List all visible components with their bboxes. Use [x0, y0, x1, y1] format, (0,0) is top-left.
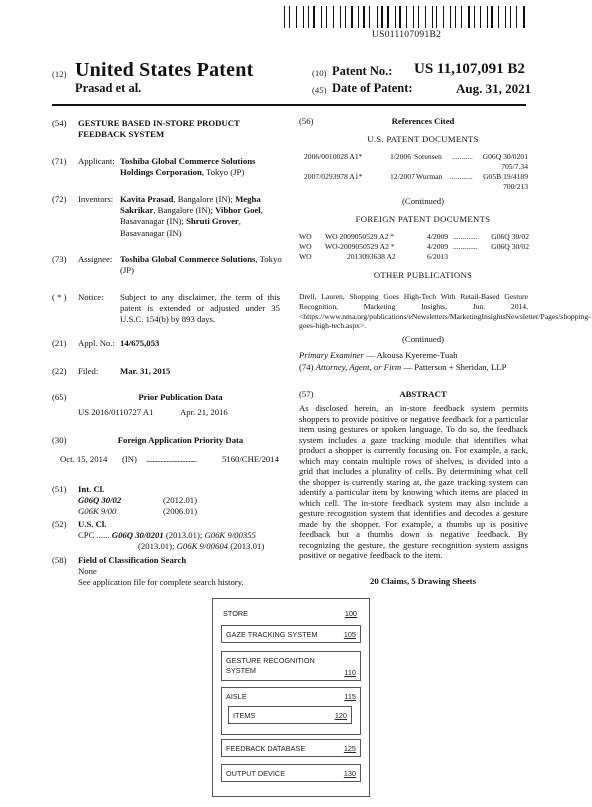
barcode-stripe [487, 6, 488, 28]
store-diagram [212, 598, 370, 797]
barcode-stripe [379, 6, 380, 28]
appl-label: Appl. No.: [78, 338, 115, 348]
foreign-doc-cc: WO [299, 232, 312, 241]
barcode-stripe [397, 6, 398, 28]
code-45: (45) [312, 85, 327, 95]
gaze-tracking-label: GAZE TRACKING SYSTEM [226, 630, 318, 639]
examiner-name: — Akousa Kyereme-Tuah [363, 350, 458, 360]
barcode-stripe [415, 6, 416, 28]
foreign-doc-cc: WO [299, 242, 312, 251]
barcode-stripe [452, 6, 453, 28]
inventor-4-name: Shruti Grover [186, 216, 239, 227]
store-ref: 100 [344, 609, 357, 618]
aisle-ref: 115 [344, 692, 356, 701]
header-rule [52, 104, 526, 106]
barcode-stripe [340, 6, 341, 28]
barcode-stripe [372, 6, 374, 28]
barcode-stripe [321, 6, 322, 28]
barcode-stripe [355, 6, 356, 28]
assignee-code: (73) [52, 254, 67, 264]
field-none: None [78, 566, 97, 576]
applicant-location: , Tokyo (JP) [201, 167, 245, 178]
field-see: See application file for complete search history. [78, 577, 244, 587]
applicant [120, 156, 285, 178]
assignee-location: , Tokyo (JP) [120, 254, 282, 276]
feedback-database-label: FEEDBACK DATABASE [226, 744, 306, 753]
barcode-stripe [387, 6, 388, 28]
barcode-stripe [409, 6, 410, 28]
barcode-stripe [317, 6, 318, 28]
foreign-doc-pub: WO 2009050529 A2 * [325, 232, 394, 241]
intcl-code: (51) [52, 484, 67, 494]
foreign-date: Oct. 15, 2014 [60, 454, 108, 464]
intcl-2: G06K 9/00 [78, 506, 117, 516]
inventor-1-location: , Bangalore (IN); [173, 194, 236, 204]
output-device-label: OUTPUT DEVICE [226, 769, 286, 778]
foreign-doc-row [299, 242, 529, 252]
patent-date: Aug. 31, 2021 [456, 81, 532, 96]
us-doc-class: G06Q 30/0201 [482, 152, 528, 161]
intcl-1: G06Q 30/02 [78, 495, 122, 505]
examiner [299, 350, 528, 361]
foreign-doc-class: G06Q 30/02 [491, 232, 529, 241]
barcode-stripe [351, 6, 353, 28]
barcode-stripe [305, 6, 306, 28]
barcode-stripe [395, 6, 396, 28]
cpc-2: G06K 9/00355 [204, 530, 256, 540]
continued-1: (Continued) [402, 196, 444, 206]
assignee-name: Toshiba Global Commerce Solutions [120, 254, 256, 264]
barcode-stripe [432, 6, 433, 28]
barcode-stripe [519, 6, 520, 28]
us-doc-name: Sorensen [414, 152, 442, 161]
barcode-stripe [286, 6, 287, 28]
intcl-1-date: (2012.01) [163, 495, 198, 505]
abstract-code: (57) [299, 389, 314, 399]
foreign-number: 5160/CHE/2014 [222, 454, 279, 464]
barcode-stripe [501, 6, 502, 28]
gesture-recognition-box [221, 651, 361, 681]
barcode-stripe [496, 6, 497, 28]
inventors-label: Inventors: [78, 194, 114, 204]
us-docs-list [304, 152, 528, 192]
patent-no-label: Patent No.: [332, 64, 393, 78]
refs-heading: References Cited [391, 116, 455, 126]
foreign-dots: ................................ [146, 454, 197, 464]
attorney [299, 362, 528, 373]
title-code: (54) [52, 118, 67, 128]
items-ref: 120 [334, 711, 347, 720]
barcode-stripe [516, 6, 517, 28]
prior-date: Apr. 21, 2016 [180, 407, 228, 417]
barcode [284, 6, 528, 28]
barcode-stripe [399, 6, 401, 28]
code-12: (12) [52, 69, 67, 79]
barcode-stripe [368, 6, 369, 28]
attorney-name: — Patterson + Sheridan, LLP [401, 362, 507, 372]
barcode-stripe [293, 6, 295, 28]
barcode-number: US011107091B2 [372, 30, 442, 40]
foreign-doc-date: 4/2009 [427, 232, 449, 241]
field-label: Field of Classification Search [78, 555, 187, 565]
gaze-tracking-ref: 105 [343, 630, 356, 639]
barcode-stripe [523, 6, 524, 28]
foreign-country: (IN) [122, 454, 137, 464]
output-device-box [221, 764, 361, 782]
barcode-stripe [436, 6, 437, 28]
uscl-code: (52) [52, 519, 67, 529]
foreign-doc-dots: ............. [453, 232, 478, 241]
inventor-4-location: , Basavanagar (IN) [120, 216, 241, 238]
gaze-tracking-box [221, 625, 361, 643]
barcode-stripe [303, 6, 304, 28]
filed-code: (22) [52, 366, 67, 376]
prior-code: (65) [52, 392, 67, 402]
cpc-label: CPC ...... [78, 530, 110, 540]
barcode-stripe [455, 6, 456, 28]
barcode-stripe [471, 6, 472, 28]
us-doc-date: 12/2007 [390, 172, 415, 181]
barcode-stripe [418, 6, 419, 28]
barcode-stripe [406, 6, 407, 28]
us-doc-dots: ........... [452, 152, 473, 161]
date-label: Date of Patent: [332, 81, 413, 95]
store-label: STORE [223, 609, 249, 618]
feedback-database-box [221, 739, 361, 757]
aisle-label: AISLE [226, 692, 247, 701]
us-docs-heading: U.S. PATENT DOCUMENTS [367, 134, 479, 144]
barcode-stripe [461, 6, 462, 28]
patent-title: GESTURE BASED IN-STORE PRODUCT FEEDBACK SYSTEM [78, 118, 240, 140]
cpc-2-date: (2013.01); [138, 541, 177, 551]
barcode-stripe [404, 6, 405, 28]
continued-2: (Continued) [402, 334, 444, 344]
document-type: United States Patent [75, 59, 254, 81]
barcode-stripe [433, 6, 434, 28]
prior-heading: Prior Publication Data [138, 392, 223, 402]
barcode-stripe [345, 6, 346, 28]
barcode-stripe [284, 6, 285, 28]
barcode-stripe [450, 6, 451, 28]
claims-summary: 20 Claims, 5 Drawing Sheets [370, 576, 476, 586]
applicant-code: (71) [52, 156, 67, 166]
us-doc-class-2: 700/213 [503, 182, 528, 191]
barcode-stripe [498, 6, 499, 28]
foreign-doc-row [299, 252, 529, 262]
feedback-database-ref: 125 [343, 744, 356, 753]
filed-label: Filed: [78, 366, 99, 376]
barcode-stripe [507, 6, 508, 28]
code-10: (10) [312, 68, 327, 78]
applicant-name: Toshiba Global Commerce Solutions Holdings Corporation [120, 156, 256, 178]
other-pubs-heading: OTHER PUBLICATIONS [373, 270, 473, 280]
foreign-doc-cc: WO [299, 252, 312, 261]
field-code: (58) [52, 555, 67, 565]
barcode-stripe [369, 6, 370, 28]
barcode-stripe [296, 6, 297, 28]
us-doc-class: G05B 19/4189 [483, 172, 528, 181]
appl-code: (21) [52, 338, 67, 348]
cpc-3-date: (2013.01) [228, 541, 265, 551]
barcode-stripe [425, 6, 426, 28]
cpc-1: G06Q 30/0201 [111, 530, 164, 540]
items-box [228, 706, 352, 724]
inventors-code: (72) [52, 194, 67, 204]
barcode-stripe [377, 6, 378, 28]
inventor-3-name: Vibhor Goel [215, 205, 261, 216]
barcode-stripe [422, 6, 424, 28]
us-doc-date: 1/2006 [390, 152, 412, 161]
gesture-recognition-label-2: SYSTEM [226, 666, 257, 675]
notice-label: Notice: [78, 292, 104, 302]
barcode-stripe [480, 6, 481, 28]
barcode-stripe [336, 6, 337, 28]
assignee-label: Assignee: [78, 254, 113, 264]
barcode-stripe [313, 6, 315, 28]
aisle-box [221, 687, 361, 735]
gesture-recognition-ref: 110 [344, 668, 356, 677]
barcode-stripe [298, 6, 299, 28]
prior-pub: US 2016/0110727 A1 [78, 407, 154, 417]
barcode-stripe [491, 6, 493, 28]
notice-text: Subject to any disclaimer, the term of this patent is extended or adjusted under 35 U.S.C. 154(b) by 893 days. [120, 292, 280, 325]
inventor-2-name: Megha Sakrikar [120, 194, 261, 216]
foreign-heading: Foreign Application Priority Data [117, 435, 244, 445]
assignee [120, 254, 285, 276]
foreign-doc-class: G06Q 30/02 [491, 242, 529, 251]
barcode-stripe [330, 6, 332, 28]
items-label: ITEMS [233, 711, 256, 720]
barcode-stripe [445, 6, 447, 28]
appl-number: 14/675,053 [120, 338, 160, 348]
foreign-docs-list [299, 232, 529, 262]
examiner-label: Primary Examiner [299, 350, 364, 360]
other-pub-text: Drell, Lauren, Shopping Goes High-Tech With Retail-Based Gesture Recognition, Marketing Insights, Jun. 2014, <https://www.nma.org/publications/eNewsletters/MarketingInsightsNewsletter/Pages/shopping-goes-high-tech.aspx>. [299, 292, 591, 331]
foreign-doc-dots: ............. [453, 242, 478, 251]
intcl-2-date: (2006.01) [163, 506, 198, 516]
barcode-stripe [308, 6, 309, 28]
gesture-recognition-label-1: GESTURE RECOGNITION [226, 656, 315, 665]
barcode-stripe [468, 6, 470, 28]
barcode-stripe [440, 6, 441, 28]
cpc-1-date: (2013.01); [163, 530, 205, 540]
barcode-stripe [513, 6, 515, 28]
barcode-stripe [463, 6, 464, 28]
barcode-stripe [381, 6, 382, 28]
inventor-short: Prasad et al. [75, 81, 142, 95]
us-doc-dots: ............ [450, 172, 473, 181]
barcode-stripe [326, 6, 327, 28]
uscl-label: U.S. Cl. [78, 519, 107, 529]
applicant-label: Applicant: [78, 156, 115, 166]
barcode-stripe [474, 6, 475, 28]
foreign-doc-date: 4/2009 [427, 242, 449, 251]
barcode-stripe [349, 6, 350, 28]
barcode-stripe [443, 6, 444, 28]
foreign-doc-pub: 2013093638 A2 [347, 252, 396, 261]
barcode-stripe [391, 6, 392, 28]
foreign-doc-pub: WO-2009050529 A2 * [325, 242, 395, 251]
barcode-stripe [477, 6, 478, 28]
refs-code: (56) [299, 116, 314, 126]
abstract-heading: ABSTRACT [399, 389, 447, 399]
us-doc-pub: 2007/0293978 A1* [304, 172, 363, 181]
abstract-text: As disclosed herein, an in-store feedback system permits shoppers to provide positive or negative feedback for a particular item using gestures or spoken language. To do so, the feedback system includes a gaze tracking module that identifies what product a shopper is currently focusing on. For example, a rack, which may contain multiple rows of shelves, is divided into a grid that includes a plurality of cells. By determining what cell the shopper is currently staring at, the gaze tracking system can identify a particular item by knowing which items are placed in which cell. The in-store feedback system may also include a gesture recognition system that identifies and decodes a gesture made by the shopper. For example, a thumbs up is positive feedback but a thumbs down is negative feedback. By recognizing the gesture, the gesture recognition system assigns positive or negative feedback to the item. [299, 403, 528, 560]
cpc-classes-line2 [138, 541, 264, 552]
barcode-stripe [488, 6, 489, 28]
barcode-stripe [323, 6, 324, 28]
us-doc-pub: 2006/0010028 A1* [304, 152, 363, 161]
barcode-stripe [526, 6, 527, 28]
us-doc-class-2: 705/7.34 [501, 162, 528, 171]
barcode-stripe [289, 6, 290, 28]
barcode-stripe [342, 6, 343, 28]
attorney-code: (74) [299, 362, 314, 372]
inventor-2-location: , Bangalore (IN); [153, 205, 216, 216]
foreign-doc-row [299, 232, 529, 242]
inventors [120, 194, 285, 239]
intcl-label: Int. Cl. [78, 484, 105, 494]
barcode-stripe [333, 6, 334, 28]
output-device-ref: 130 [343, 769, 356, 778]
us-doc-row [304, 172, 528, 192]
filed-date: Mar. 31, 2015 [120, 366, 171, 376]
barcode-stripe [386, 6, 387, 28]
barcode-stripe [482, 6, 483, 28]
barcode-stripe [363, 6, 364, 28]
barcode-stripe [413, 6, 414, 28]
foreign-doc-date: 6/2013 [427, 252, 449, 261]
barcode-stripe [510, 6, 511, 28]
inventor-3-location: , Basavanagar (IN); [120, 205, 263, 227]
barcode-stripe [311, 6, 312, 28]
us-doc-row [304, 152, 528, 172]
foreign-code: (30) [52, 435, 67, 445]
barcode-stripe [360, 6, 361, 28]
barcode-stripe [459, 6, 460, 28]
patent-number: US 11,107,091 B2 [414, 61, 525, 77]
barcode-stripe [428, 6, 429, 28]
barcode-stripe [358, 6, 359, 28]
inventor-1-name: Kavita Prasad [120, 194, 174, 204]
barcode-stripe [505, 6, 506, 28]
foreign-docs-heading: FOREIGN PATENT DOCUMENTS [355, 214, 491, 224]
cpc-classes [78, 530, 284, 541]
notice-code: ( * ) [52, 292, 67, 302]
attorney-label: Attorney, Agent, or Firm [315, 362, 402, 372]
us-doc-name: Wurman [416, 172, 443, 181]
cpc-3: G06K 9/00604 [176, 541, 229, 551]
